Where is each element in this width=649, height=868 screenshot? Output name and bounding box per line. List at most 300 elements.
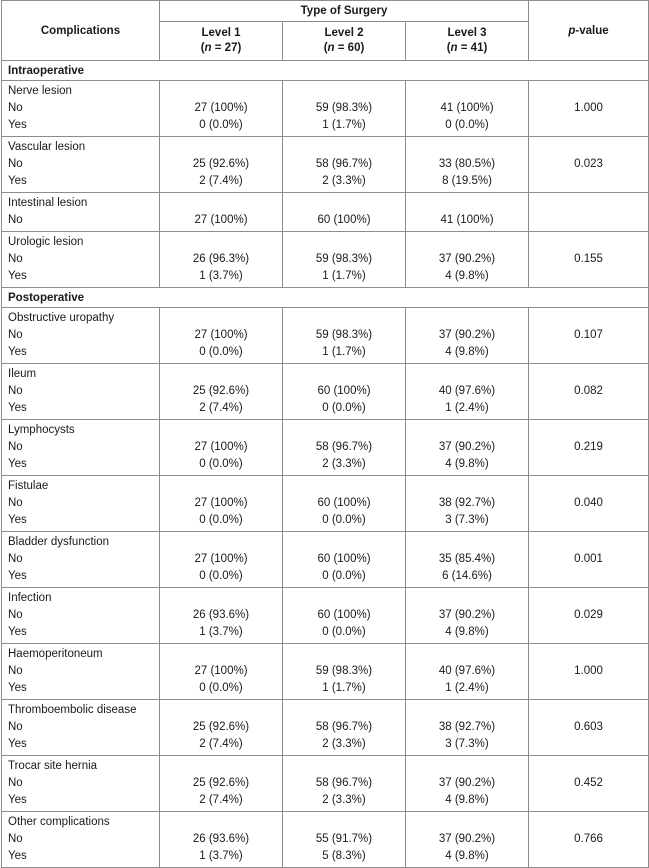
level-3-cell: [406, 193, 529, 232]
cell-value: 27 (100%): [194, 553, 248, 565]
spacer: [160, 478, 282, 495]
spacer: [283, 195, 405, 212]
level-1-cell: [160, 700, 283, 756]
pvalue-lines: [529, 532, 648, 568]
answer-label: No: [8, 553, 23, 565]
complication-lines: [8, 81, 159, 134]
answer-label: No: [8, 777, 23, 789]
table-row: [2, 700, 649, 756]
value-lines: [406, 81, 528, 134]
value-lines: [406, 476, 528, 529]
level-2-cell: [283, 137, 406, 193]
level-1-cell: [160, 232, 283, 288]
pvalue: 1.000: [574, 102, 603, 114]
spacer: [283, 702, 405, 719]
pvalue-lines: [529, 193, 648, 229]
pvalue: 0.040: [574, 497, 603, 509]
table-row: [2, 308, 649, 364]
cell-value: 58 (96.7%): [315, 777, 373, 789]
spacer: [160, 534, 282, 551]
answer-label: Yes: [8, 119, 27, 131]
cell-value: 37 (90.2%): [438, 777, 496, 789]
cell-value: 40 (97.6%): [438, 385, 496, 397]
cell-value: 1 (2.4%): [445, 682, 489, 694]
cell-value: 0 (0.0%): [322, 402, 366, 414]
value-lines: [283, 420, 405, 473]
cell-value: 27 (100%): [194, 329, 248, 341]
level-2-cell: [283, 364, 406, 420]
table-row: [2, 476, 649, 532]
spacer: [529, 366, 648, 383]
level-1-cell: [160, 812, 283, 868]
answer-label: Yes: [8, 850, 27, 862]
complication-cell: [2, 756, 160, 812]
value-lines: [160, 756, 282, 809]
table-row: [2, 364, 649, 420]
table-row: [2, 81, 649, 137]
pvalue-lines: [529, 137, 648, 173]
complication-name: Infection: [8, 592, 52, 604]
complication-lines: [8, 232, 159, 285]
value-lines: [160, 700, 282, 753]
cell-value: 27 (100%): [194, 441, 248, 453]
complication-cell: [2, 588, 160, 644]
header-type-of-surgery: Type of Surgery: [160, 1, 529, 22]
cell-value: 25 (92.6%): [192, 158, 250, 170]
level-3-cell: [406, 756, 529, 812]
spacer: [529, 758, 648, 775]
answer-label: No: [8, 102, 23, 114]
cell-value: 0 (0.0%): [199, 514, 243, 526]
cell-value: 58 (96.7%): [315, 721, 373, 733]
pvalue-cell: [529, 756, 649, 812]
level-3-cell: [406, 588, 529, 644]
pvalue: 0.001: [574, 553, 603, 565]
cell-value: 25 (92.6%): [192, 777, 250, 789]
cell-value: 0 (0.0%): [199, 682, 243, 694]
pvalue-lines: [529, 81, 648, 117]
spacer: [406, 310, 528, 327]
value-lines: [406, 137, 528, 190]
cell-value: 41 (100%): [440, 214, 494, 226]
level-2-cell: [283, 588, 406, 644]
table-row: [2, 420, 649, 476]
spacer: [283, 590, 405, 607]
spacer: [406, 702, 528, 719]
pvalue-lines: [529, 476, 648, 512]
value-lines: [406, 812, 528, 865]
cell-value: 2 (3.3%): [322, 175, 366, 187]
spacer: [529, 422, 648, 439]
cell-value: 35 (85.4%): [438, 553, 496, 565]
cell-value: 38 (92.7%): [438, 721, 496, 733]
spacer: [283, 478, 405, 495]
value-lines: [283, 756, 405, 809]
complication-lines: [8, 308, 159, 361]
complication-name: Trocar site hernia: [8, 760, 98, 772]
complication-cell: [2, 81, 160, 137]
value-lines: [283, 308, 405, 361]
complication-name: Urologic lesion: [8, 236, 84, 248]
value-lines: [283, 532, 405, 585]
cell-value: 33 (80.5%): [438, 158, 496, 170]
pvalue-cell: [529, 137, 649, 193]
pvalue-cell: [529, 420, 649, 476]
answer-label: No: [8, 665, 23, 677]
cell-value: 6 (14.6%): [442, 570, 492, 582]
cell-value: 41 (100%): [440, 102, 494, 114]
complication-cell: [2, 364, 160, 420]
answer-label: No: [8, 329, 23, 341]
complication-cell: [2, 232, 160, 288]
table-row: [2, 812, 649, 868]
complication-name: Haemoperitoneum: [8, 648, 103, 660]
level-1-cell: [160, 644, 283, 700]
value-lines: [406, 420, 528, 473]
pvalue-lines: [529, 364, 648, 400]
complication-cell: [2, 644, 160, 700]
value-lines: [283, 81, 405, 134]
spacer: [529, 83, 648, 100]
complication-name: Nerve lesion: [8, 85, 72, 97]
cell-value: 1 (1.7%): [322, 682, 366, 694]
spacer: [529, 590, 648, 607]
section-title: Intraoperative: [2, 61, 649, 81]
spacer: [406, 646, 528, 663]
header-pvalue: [529, 1, 649, 61]
level-3-cell: [406, 532, 529, 588]
spacer: [406, 758, 528, 775]
cell-value: 5 (8.3%): [322, 850, 366, 862]
complication-name: Lymphocysts: [8, 424, 75, 436]
spacer: [529, 234, 648, 251]
value-lines: [406, 232, 528, 285]
spacer: [406, 195, 528, 212]
section-row: [2, 288, 649, 308]
cell-value: 0 (0.0%): [322, 570, 366, 582]
value-lines: [160, 232, 282, 285]
level-3-cell: [406, 812, 529, 868]
value-lines: [406, 532, 528, 585]
cell-value: 1 (1.7%): [322, 119, 366, 131]
pvalue: 0.155: [574, 253, 603, 265]
pvalue: [529, 212, 648, 229]
value-lines: [160, 532, 282, 585]
cell-value: 8 (19.5%): [442, 175, 492, 187]
pvalue-lines: [529, 700, 648, 736]
level-name: Level 1: [201, 27, 241, 39]
pvalue: 0.029: [574, 609, 603, 621]
level-3-cell: [406, 364, 529, 420]
spacer: [160, 195, 282, 212]
answer-label: No: [8, 721, 23, 733]
pvalue-cell: [529, 700, 649, 756]
level-1-cell: [160, 137, 283, 193]
cell-value: 58 (96.7%): [315, 441, 373, 453]
spacer: [529, 139, 648, 156]
value-lines: [283, 644, 405, 697]
pvalue-cell: [529, 532, 649, 588]
pvalue-cell: [529, 193, 649, 232]
level-1-cell: [160, 420, 283, 476]
cell-value: 26 (96.3%): [192, 253, 250, 265]
level-3-cell: [406, 232, 529, 288]
header-level-1: [160, 22, 283, 61]
spacer: [283, 814, 405, 831]
level-3-cell: [406, 137, 529, 193]
pvalue: 0.452: [574, 777, 603, 789]
value-lines: [160, 644, 282, 697]
cell-value: 26 (93.6%): [192, 609, 250, 621]
pvalue-italic: p: [568, 24, 576, 37]
cell-value: 37 (90.2%): [438, 329, 496, 341]
complication-lines: [8, 420, 159, 473]
cell-value: 37 (90.2%): [438, 441, 496, 453]
spacer: [529, 310, 648, 327]
cell-value: 59 (98.3%): [315, 329, 373, 341]
cell-value: 1 (2.4%): [445, 402, 489, 414]
pvalue-cell: [529, 232, 649, 288]
level-1-cell: [160, 756, 283, 812]
spacer: [160, 646, 282, 663]
spacer: [283, 422, 405, 439]
cell-value: 27 (100%): [194, 102, 248, 114]
spacer: [406, 534, 528, 551]
cell-value: 25 (92.6%): [192, 721, 250, 733]
table-row: [2, 232, 649, 288]
pvalue-cell: [529, 81, 649, 137]
value-lines: [160, 476, 282, 529]
answer-label: Yes: [8, 458, 27, 470]
spacer: [283, 234, 405, 251]
pvalue: 0.107: [574, 329, 603, 341]
level-1-cell: [160, 364, 283, 420]
complication-lines: [8, 137, 159, 190]
spacer: [529, 195, 648, 212]
complication-lines: [8, 532, 159, 585]
cell-value: 4 (9.8%): [445, 346, 489, 358]
cell-value: 2 (3.3%): [322, 458, 366, 470]
level-name: Level 3: [447, 27, 487, 39]
cell-value: 60 (100%): [317, 385, 371, 397]
complication-cell: [2, 476, 160, 532]
complication-lines: [8, 700, 159, 753]
pvalue-lines: [529, 812, 648, 848]
spacer: [529, 646, 648, 663]
value-lines: [160, 364, 282, 417]
spacer: [406, 422, 528, 439]
level-2-cell: [283, 532, 406, 588]
value-lines: [406, 364, 528, 417]
cell-value: 1 (1.7%): [322, 346, 366, 358]
level-1-cell: [160, 588, 283, 644]
header-level-3: [406, 22, 529, 61]
cell-value: 60 (100%): [317, 214, 371, 226]
level-n: (n = 27): [200, 42, 242, 54]
level-3-cell: [406, 476, 529, 532]
spacer: [406, 83, 528, 100]
value-lines: [283, 812, 405, 865]
header-complications: Complications: [2, 1, 160, 61]
value-lines: [283, 700, 405, 753]
answer-label: No: [8, 158, 23, 170]
level-2-cell: [283, 232, 406, 288]
complication-lines: [8, 193, 159, 229]
level-2-cell: [283, 644, 406, 700]
spacer: [406, 590, 528, 607]
spacer: [283, 366, 405, 383]
cell-value: 0 (0.0%): [199, 119, 243, 131]
spacer: [283, 83, 405, 100]
answer-label: Yes: [8, 794, 27, 806]
section-row: [2, 61, 649, 81]
pvalue: 0.603: [574, 721, 603, 733]
level-3-cell: [406, 644, 529, 700]
answer-label: Yes: [8, 682, 27, 694]
complication-cell: [2, 812, 160, 868]
cell-value: 1 (1.7%): [322, 270, 366, 282]
complication-name: Thromboembolic disease: [8, 704, 137, 716]
level-2-cell: [283, 476, 406, 532]
answer-label: No: [8, 385, 23, 397]
cell-value: 0 (0.0%): [322, 626, 366, 638]
complication-lines: [8, 588, 159, 641]
cell-value: 3 (7.3%): [445, 514, 489, 526]
pvalue: 0.082: [574, 385, 603, 397]
spacer: [160, 366, 282, 383]
cell-value: 0 (0.0%): [199, 570, 243, 582]
pvalue: 0.023: [574, 158, 603, 170]
level-n: (n = 60): [323, 42, 365, 54]
spacer: [529, 478, 648, 495]
table-body: [2, 61, 649, 868]
spacer: [160, 758, 282, 775]
cell-value: 4 (9.8%): [445, 626, 489, 638]
value-lines: [283, 588, 405, 641]
spacer: [160, 310, 282, 327]
section-title: Postoperative: [2, 288, 649, 308]
cell-value: 37 (90.2%): [438, 833, 496, 845]
pvalue-rest: -value: [575, 24, 609, 37]
pvalue-cell: [529, 644, 649, 700]
spacer: [529, 534, 648, 551]
value-lines: [160, 588, 282, 641]
cell-value: 60 (100%): [317, 497, 371, 509]
level-2-cell: [283, 700, 406, 756]
value-lines: [160, 420, 282, 473]
cell-value: 2 (7.4%): [199, 175, 243, 187]
complication-name: Fistulae: [8, 480, 49, 492]
pvalue-cell: [529, 364, 649, 420]
level-2-cell: [283, 420, 406, 476]
level-2-cell: [283, 193, 406, 232]
complication-name: Vascular lesion: [8, 141, 86, 153]
spacer: [160, 814, 282, 831]
value-lines: [160, 137, 282, 190]
table-row: [2, 588, 649, 644]
level-1-cell: [160, 193, 283, 232]
complication-cell: [2, 700, 160, 756]
cell-value: 2 (7.4%): [199, 794, 243, 806]
table-row: [2, 137, 649, 193]
pvalue-cell: [529, 308, 649, 364]
level-n: (n = 41): [446, 42, 488, 54]
spacer: [283, 758, 405, 775]
table-row: [2, 756, 649, 812]
pvalue-lines: [529, 588, 648, 624]
answer-label: No: [8, 441, 23, 453]
value-lines: [160, 81, 282, 134]
answer-label: Yes: [8, 270, 27, 282]
level-2-cell: [283, 81, 406, 137]
level-2-cell: [283, 308, 406, 364]
table-row: [2, 644, 649, 700]
spacer: [160, 702, 282, 719]
value-lines: [283, 232, 405, 285]
spacer: [529, 814, 648, 831]
spacer: [283, 646, 405, 663]
spacer: [160, 139, 282, 156]
pvalue-lines: [529, 644, 648, 680]
value-lines: [406, 756, 528, 809]
cell-value: 4 (9.8%): [445, 458, 489, 470]
complication-name: Intestinal lesion: [8, 197, 88, 209]
value-lines: [160, 193, 282, 229]
complication-cell: [2, 308, 160, 364]
value-lines: [160, 812, 282, 865]
cell-value: 0 (0.0%): [445, 119, 489, 131]
cell-value: 2 (7.4%): [199, 738, 243, 750]
cell-value: 25 (92.6%): [192, 385, 250, 397]
level-1-cell: [160, 81, 283, 137]
answer-label: Yes: [8, 346, 27, 358]
pvalue: 0.219: [574, 441, 603, 453]
table-row: [2, 532, 649, 588]
cell-value: 60 (100%): [317, 609, 371, 621]
level-2-cell: [283, 756, 406, 812]
value-lines: [283, 476, 405, 529]
cell-value: 4 (9.8%): [445, 850, 489, 862]
complication-cell: [2, 532, 160, 588]
pvalue-cell: [529, 812, 649, 868]
spacer: [406, 366, 528, 383]
complication-lines: [8, 364, 159, 417]
value-lines: [160, 308, 282, 361]
cell-value: 59 (98.3%): [315, 665, 373, 677]
level-3-cell: [406, 81, 529, 137]
value-lines: [406, 700, 528, 753]
pvalue-cell: [529, 588, 649, 644]
pvalue-lines: [529, 420, 648, 456]
value-lines: [283, 364, 405, 417]
complications-table: [1, 0, 649, 868]
pvalue-lines: [529, 232, 648, 268]
answer-label: Yes: [8, 738, 27, 750]
cell-value: 40 (97.6%): [438, 665, 496, 677]
cell-value: 1 (3.7%): [199, 270, 243, 282]
cell-value: 38 (92.7%): [438, 497, 496, 509]
cell-value: 4 (9.8%): [445, 270, 489, 282]
answer-label: No: [8, 214, 23, 226]
value-lines: [283, 137, 405, 190]
spacer: [283, 310, 405, 327]
spacer: [406, 478, 528, 495]
cell-value: 58 (96.7%): [315, 158, 373, 170]
value-lines: [283, 193, 405, 229]
level-3-cell: [406, 700, 529, 756]
spacer: [283, 534, 405, 551]
complication-cell: [2, 137, 160, 193]
